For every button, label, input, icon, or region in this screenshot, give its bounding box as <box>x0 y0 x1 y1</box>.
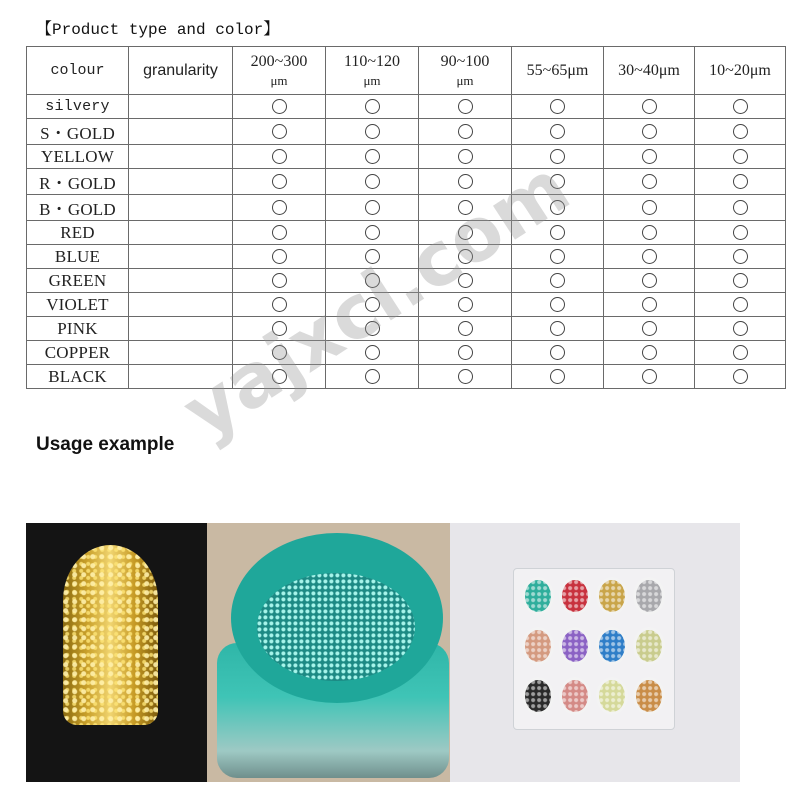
granularity-cell <box>129 95 233 119</box>
availability-cell <box>419 341 512 365</box>
colour-cell: PINK <box>27 317 129 341</box>
availability-cell <box>512 119 604 145</box>
availability-cell <box>326 245 419 269</box>
table-row <box>27 169 786 195</box>
size-range: 200~300 <box>250 52 308 70</box>
availability-cell <box>233 341 326 365</box>
circle-mark-icon <box>365 174 380 189</box>
availability-cell <box>326 365 419 389</box>
availability-cell <box>695 341 786 365</box>
table-row <box>27 365 786 389</box>
availability-cell <box>604 195 695 221</box>
circle-mark-icon <box>272 200 287 215</box>
circle-mark-icon <box>365 99 380 114</box>
circle-mark-icon <box>733 124 748 139</box>
photo-glitter-palette <box>450 523 740 782</box>
size-range: 90~100 <box>440 52 490 70</box>
header-colour: colour <box>27 47 129 95</box>
availability-cell <box>233 293 326 317</box>
circle-mark-icon <box>642 369 657 384</box>
circle-mark-icon <box>365 273 380 288</box>
availability-cell <box>419 269 512 293</box>
glitter-pot <box>596 627 628 665</box>
photo-gold-nail <box>26 523 207 782</box>
availability-cell <box>326 221 419 245</box>
availability-cell <box>695 145 786 169</box>
glitter-pot <box>596 577 628 615</box>
header-granularity: granularity <box>129 47 233 95</box>
glitter-pot <box>522 627 554 665</box>
circle-mark-icon <box>272 149 287 164</box>
availability-cell <box>604 293 695 317</box>
circle-mark-icon <box>458 345 473 360</box>
glitter-pot <box>633 577 665 615</box>
header-size-110-120 <box>326 47 419 95</box>
availability-cell <box>326 195 419 221</box>
circle-mark-icon <box>642 99 657 114</box>
colour-cell: VIOLET <box>27 293 129 317</box>
availability-cell <box>233 365 326 389</box>
availability-cell <box>419 317 512 341</box>
availability-cell <box>512 317 604 341</box>
availability-cell <box>233 245 326 269</box>
table-row <box>27 245 786 269</box>
availability-cell <box>604 95 695 119</box>
glitter-pot <box>633 677 665 715</box>
availability-cell <box>419 221 512 245</box>
availability-cell <box>604 341 695 365</box>
granularity-cell <box>129 169 233 195</box>
circle-mark-icon <box>733 345 748 360</box>
availability-cell <box>326 293 419 317</box>
circle-mark-icon <box>365 200 380 215</box>
granularity-cell <box>129 317 233 341</box>
table-row <box>27 145 786 169</box>
circle-mark-icon <box>550 369 565 384</box>
availability-cell <box>604 221 695 245</box>
table-header-row <box>27 47 786 95</box>
availability-cell <box>419 365 512 389</box>
colour-cell: YELLOW <box>27 145 129 169</box>
size-unit: μm <box>456 72 474 88</box>
availability-cell <box>326 145 419 169</box>
availability-cell <box>695 119 786 145</box>
size-unit: μm <box>270 72 288 88</box>
circle-mark-icon <box>733 297 748 312</box>
circle-mark-icon <box>272 249 287 264</box>
availability-cell <box>326 317 419 341</box>
size-range: 110~120 <box>343 52 401 70</box>
header-size-90-100 <box>419 47 512 95</box>
circle-mark-icon <box>550 124 565 139</box>
granularity-cell <box>129 221 233 245</box>
availability-cell <box>512 195 604 221</box>
availability-cell <box>512 341 604 365</box>
circle-mark-icon <box>550 225 565 240</box>
circle-mark-icon <box>458 124 473 139</box>
availability-cell <box>326 269 419 293</box>
circle-mark-icon <box>642 345 657 360</box>
availability-cell <box>326 169 419 195</box>
circle-mark-icon <box>642 200 657 215</box>
colour-cell: BLUE <box>27 245 129 269</box>
glitter-pot <box>559 627 591 665</box>
granularity-cell <box>129 341 233 365</box>
circle-mark-icon <box>365 225 380 240</box>
circle-mark-icon <box>365 149 380 164</box>
circle-mark-icon <box>365 297 380 312</box>
availability-cell <box>419 145 512 169</box>
glitter-pot <box>522 577 554 615</box>
circle-mark-icon <box>272 99 287 114</box>
availability-cell <box>512 145 604 169</box>
circle-mark-icon <box>642 149 657 164</box>
circle-mark-icon <box>365 369 380 384</box>
size-unit: μm <box>363 72 381 88</box>
availability-cell <box>695 245 786 269</box>
table-row <box>27 195 786 221</box>
table-row <box>27 341 786 365</box>
circle-mark-icon <box>642 174 657 189</box>
circle-mark-icon <box>458 200 473 215</box>
colour-cell: RED <box>27 221 129 245</box>
colour-cell: GREEN <box>27 269 129 293</box>
size-range: 30~40μm <box>618 62 680 79</box>
availability-cell <box>419 293 512 317</box>
availability-cell <box>512 293 604 317</box>
granularity-cell <box>129 365 233 389</box>
availability-cell <box>419 119 512 145</box>
circle-mark-icon <box>642 124 657 139</box>
circle-mark-icon <box>272 321 287 336</box>
glitter-pot <box>559 577 591 615</box>
availability-cell <box>512 245 604 269</box>
availability-cell <box>512 365 604 389</box>
circle-mark-icon <box>733 273 748 288</box>
availability-cell <box>233 221 326 245</box>
circle-mark-icon <box>642 321 657 336</box>
availability-cell <box>604 169 695 195</box>
circle-mark-icon <box>733 149 748 164</box>
product-spec-table <box>26 46 786 389</box>
availability-cell <box>233 145 326 169</box>
circle-mark-icon <box>550 345 565 360</box>
circle-mark-icon <box>458 321 473 336</box>
granularity-cell <box>129 293 233 317</box>
colour-cell: silvery <box>27 95 129 119</box>
circle-mark-icon <box>642 225 657 240</box>
availability-cell <box>419 95 512 119</box>
colour-cell: R・GOLD <box>27 169 129 195</box>
header-size-30-40 <box>604 47 695 95</box>
circle-mark-icon <box>272 225 287 240</box>
circle-mark-icon <box>365 124 380 139</box>
header-size-55-65 <box>512 47 604 95</box>
availability-cell <box>604 119 695 145</box>
availability-cell <box>604 317 695 341</box>
circle-mark-icon <box>733 174 748 189</box>
colour-cell: B・GOLD <box>27 195 129 221</box>
header-size-200-300 <box>233 47 326 95</box>
availability-cell <box>233 95 326 119</box>
circle-mark-icon <box>733 200 748 215</box>
availability-cell <box>604 145 695 169</box>
glitter-pot <box>559 677 591 715</box>
glitter-pot <box>633 627 665 665</box>
circle-mark-icon <box>458 249 473 264</box>
size-range: 55~65μm <box>526 62 589 79</box>
circle-mark-icon <box>458 149 473 164</box>
circle-mark-icon <box>733 225 748 240</box>
circle-mark-icon <box>458 174 473 189</box>
granularity-cell <box>129 145 233 169</box>
granularity-cell <box>129 269 233 293</box>
header-size-10-20 <box>695 47 786 95</box>
circle-mark-icon <box>272 297 287 312</box>
circle-mark-icon <box>642 297 657 312</box>
circle-mark-icon <box>733 369 748 384</box>
granularity-cell <box>129 119 233 145</box>
circle-mark-icon <box>550 297 565 312</box>
circle-mark-icon <box>272 174 287 189</box>
circle-mark-icon <box>733 249 748 264</box>
table-row <box>27 293 786 317</box>
circle-mark-icon <box>550 273 565 288</box>
palette-case <box>513 568 675 730</box>
availability-cell <box>233 317 326 341</box>
circle-mark-icon <box>642 249 657 264</box>
circle-mark-icon <box>365 249 380 264</box>
circle-mark-icon <box>272 345 287 360</box>
availability-cell <box>695 195 786 221</box>
size-range: 10~20μm <box>709 62 771 79</box>
availability-cell <box>512 169 604 195</box>
circle-mark-icon <box>458 225 473 240</box>
availability-cell <box>326 119 419 145</box>
circle-mark-icon <box>458 99 473 114</box>
availability-cell <box>604 365 695 389</box>
availability-cell <box>695 221 786 245</box>
circle-mark-icon <box>272 273 287 288</box>
colour-cell: COPPER <box>27 341 129 365</box>
availability-cell <box>233 119 326 145</box>
circle-mark-icon <box>733 99 748 114</box>
table-row <box>27 119 786 145</box>
availability-cell <box>695 169 786 195</box>
glitter-pot <box>522 677 554 715</box>
circle-mark-icon <box>550 249 565 264</box>
table-row <box>27 269 786 293</box>
circle-mark-icon <box>458 369 473 384</box>
colour-cell: BLACK <box>27 365 129 389</box>
availability-cell <box>695 269 786 293</box>
availability-cell <box>695 365 786 389</box>
availability-cell <box>604 269 695 293</box>
table-row <box>27 317 786 341</box>
availability-cell <box>419 169 512 195</box>
circle-mark-icon <box>458 297 473 312</box>
availability-cell <box>326 341 419 365</box>
table-row <box>27 221 786 245</box>
availability-cell <box>512 95 604 119</box>
availability-cell <box>512 269 604 293</box>
glitter-pot <box>596 677 628 715</box>
availability-cell <box>604 245 695 269</box>
availability-cell <box>512 221 604 245</box>
usage-example-heading: Usage example <box>36 434 175 455</box>
availability-cell <box>326 95 419 119</box>
circle-mark-icon <box>458 273 473 288</box>
gold-glitter-nail-image <box>63 545 158 725</box>
availability-cell <box>695 293 786 317</box>
availability-cell <box>419 195 512 221</box>
photo-teal-powder-jar <box>207 523 450 782</box>
granularity-cell <box>129 245 233 269</box>
table-row <box>27 95 786 119</box>
availability-cell <box>233 269 326 293</box>
circle-mark-icon <box>550 149 565 164</box>
availability-cell <box>695 317 786 341</box>
granularity-cell <box>129 195 233 221</box>
availability-cell <box>233 195 326 221</box>
circle-mark-icon <box>272 369 287 384</box>
circle-mark-icon <box>550 99 565 114</box>
availability-cell <box>419 245 512 269</box>
watermark-text: yajxcl.com <box>168 143 585 456</box>
circle-mark-icon <box>550 200 565 215</box>
circle-mark-icon <box>365 345 380 360</box>
colour-cell: S・GOLD <box>27 119 129 145</box>
availability-cell <box>233 169 326 195</box>
circle-mark-icon <box>365 321 380 336</box>
circle-mark-icon <box>272 124 287 139</box>
circle-mark-icon <box>550 174 565 189</box>
teal-glitter-powder <box>257 573 415 681</box>
circle-mark-icon <box>733 321 748 336</box>
section-title: 【Product type and color】 <box>36 21 280 39</box>
circle-mark-icon <box>550 321 565 336</box>
circle-mark-icon <box>642 273 657 288</box>
availability-cell <box>695 95 786 119</box>
